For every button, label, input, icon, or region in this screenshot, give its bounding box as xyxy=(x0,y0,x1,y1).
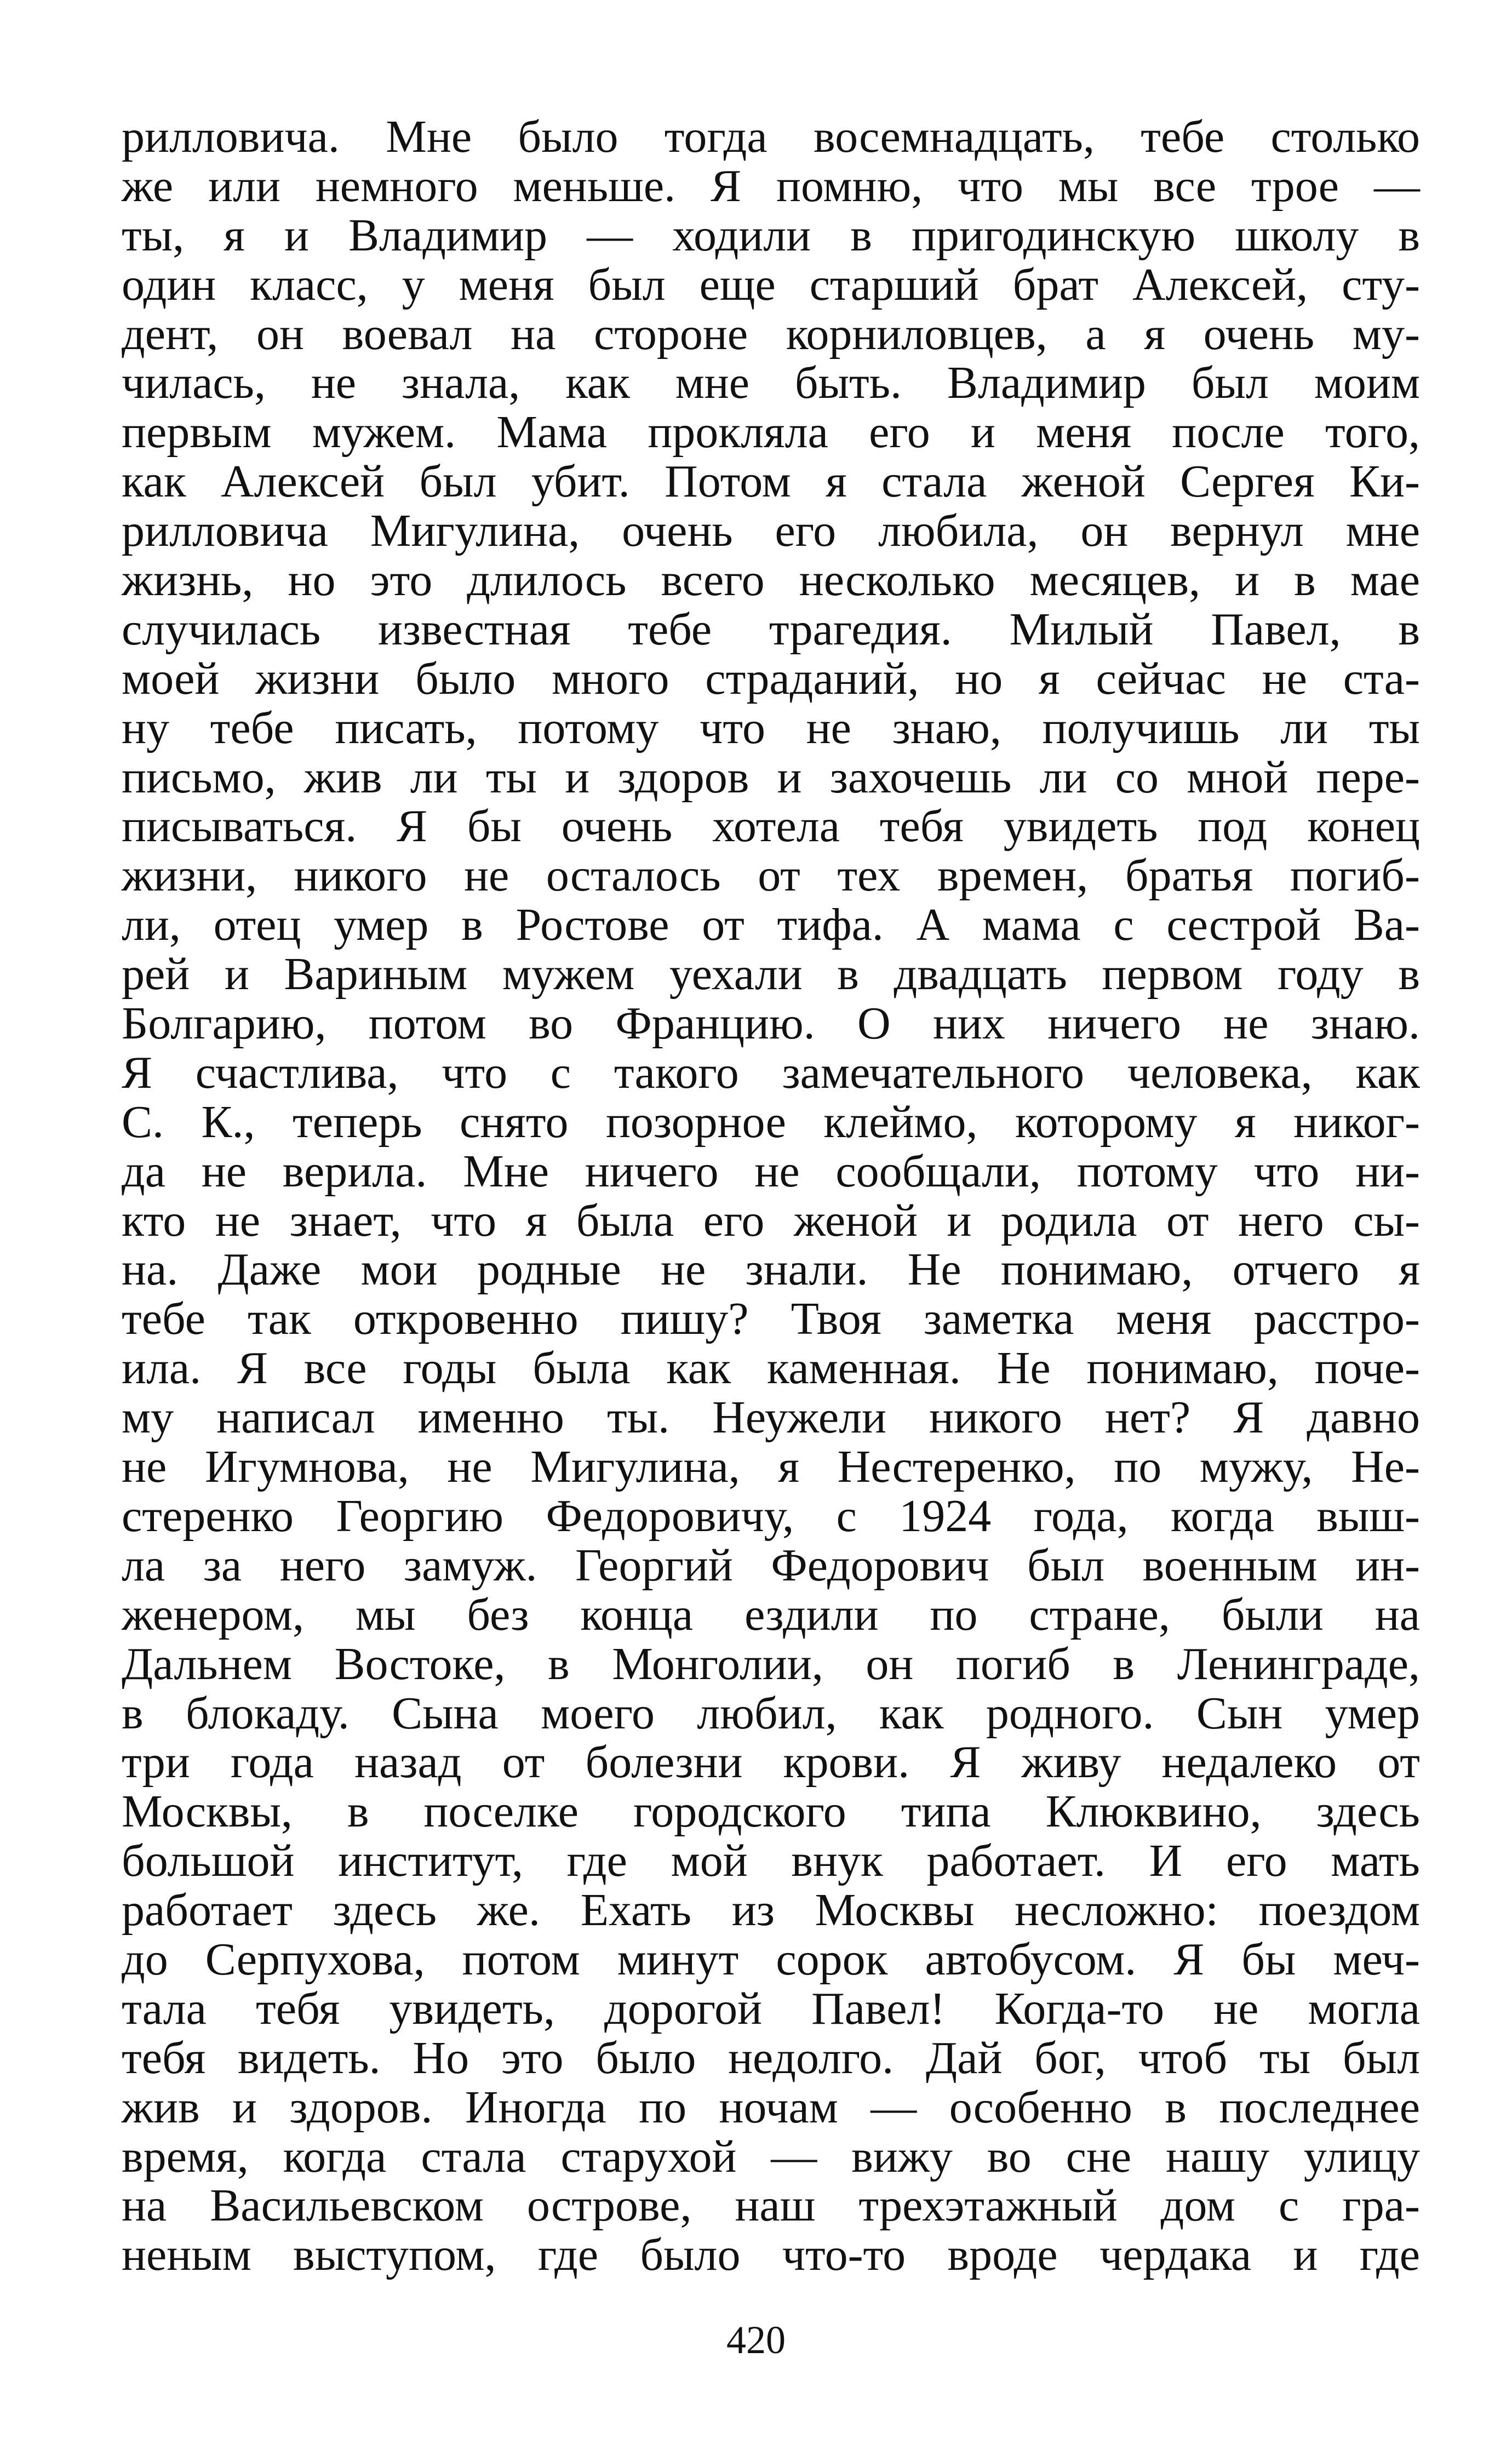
text-line: чилась, не знала, как мне быть. Владимир был моим xyxy=(122,357,1420,409)
text-line: же или немного меньше. Я помню, что мы все трое — xyxy=(122,160,1420,212)
text-line: работает здесь же. Ехать из Москвы несложно: поездом xyxy=(122,1885,1420,1936)
text-line: рилловича Мигулина, очень его любила, он вернул мне xyxy=(122,505,1420,557)
text-line: жизни, никого не осталось от тех времен, братья погиб- xyxy=(122,850,1420,901)
text-line: как Алексей был убит. Потом я стала женой Сергея Ки- xyxy=(122,456,1420,507)
text-line: Москвы, в поселке городского типа Клюквино, здесь xyxy=(122,1786,1420,1837)
text-line: Я счастлива, что с такого замечательного человека, как xyxy=(122,1047,1420,1098)
text-line: три года назад от болезни крови. Я живу недалеко от xyxy=(122,1737,1420,1788)
text-line: кто не знает, что я была его женой и родила от него сы- xyxy=(122,1195,1420,1246)
text-line: ну тебе писать, потому что не знаю, получишь ли ты xyxy=(122,702,1420,754)
text-line: ла за него замуж. Георгий Федорович был военным ин- xyxy=(122,1539,1420,1591)
text-line: время, когда стала старухой — вижу во сне нашу улицу xyxy=(122,2131,1420,2182)
text-line: один класс, у меня был еще старший брат Алексей, сту- xyxy=(122,259,1420,310)
text-line: моей жизни было много страданий, но я сейчас не ста- xyxy=(122,653,1420,704)
page-number: 420 xyxy=(726,2318,786,2362)
text-line: Дальнем Востоке, в Монголии, он погиб в Ленинграде, xyxy=(122,1638,1420,1689)
text-line: жив и здоров. Иногда по ночам — особенно в последнее xyxy=(122,2081,1420,2133)
text-line: жизнь, но это длилось всего несколько месяцев, и в мае xyxy=(122,555,1420,606)
text-line: неным выступом, где было что-то вроде чердака и где xyxy=(122,2229,1420,2281)
text-line: рей и Вариным мужем уехали в двадцать первом году в xyxy=(122,949,1420,1000)
text-line: тебя видеть. Но это было недолго. Дай бог, чтоб ты был xyxy=(122,2032,1420,2084)
text-line: Болгарию, потом во Францию. О них ничего не знаю. xyxy=(122,998,1420,1049)
text-line: стеренко Георгию Федоровичу, с 1924 года, когда выш- xyxy=(122,1490,1420,1542)
text-line: не Игумнова, не Мигулина, я Нестеренко, по мужу, Не- xyxy=(122,1441,1420,1493)
text-line: большой институт, где мой внук работает. И его мать xyxy=(122,1835,1420,1887)
text-line: ты, я и Владимир — ходили в пригодинскую школу в xyxy=(122,209,1420,261)
text-line: женером, мы без конца ездили по стране, были на xyxy=(122,1589,1420,1640)
text-line: на. Даже мои родные не знали. Не понимаю, отчего я xyxy=(122,1244,1420,1295)
body-text xyxy=(122,112,1420,2280)
text-line: С. К., теперь снято позорное клеймо, которому я никог- xyxy=(122,1096,1420,1148)
text-line: первым мужем. Мама прокляла его и меня после того, xyxy=(122,407,1420,458)
text-line: му написал именно ты. Неужели никого нет? Я давно xyxy=(122,1392,1420,1443)
text-line: дент, он воевал на стороне корниловцев, а я очень му- xyxy=(122,308,1420,359)
text-line: рилловича. Мне было тогда восемнадцать, тебе столько xyxy=(122,111,1420,162)
text-line: ила. Я все годы была как каменная. Не понимаю, поче- xyxy=(122,1343,1420,1394)
text-line: писываться. Я бы очень хотела тебя увидеть под конец xyxy=(122,801,1420,852)
text-line: тебе так откровенно пишу? Твоя заметка меня расстро- xyxy=(122,1293,1420,1345)
text-line: случилась известная тебе трагедия. Милый Павел, в xyxy=(122,603,1420,655)
text-line: до Серпухова, потом минут сорок автобусом. Я бы меч- xyxy=(122,1933,1420,1985)
text-line: в блокаду. Сына моего любил, как родного. Сын умер xyxy=(122,1687,1420,1739)
text-line: на Васильевском острове, наш трехэтажный дом с гра- xyxy=(122,2180,1420,2231)
text-line: тала тебя увидеть, дорогой Павел! Когда-то не могла xyxy=(122,1983,1420,2034)
text-line: письмо, жив ли ты и здоров и захочешь ли со мной пере- xyxy=(122,751,1420,803)
text-line: да не верила. Мне ничего не сообщали, потому что ни- xyxy=(122,1145,1420,1197)
text-line: ли, отец умер в Ростове от тифа. А мама с сестрой Ва- xyxy=(122,899,1420,951)
